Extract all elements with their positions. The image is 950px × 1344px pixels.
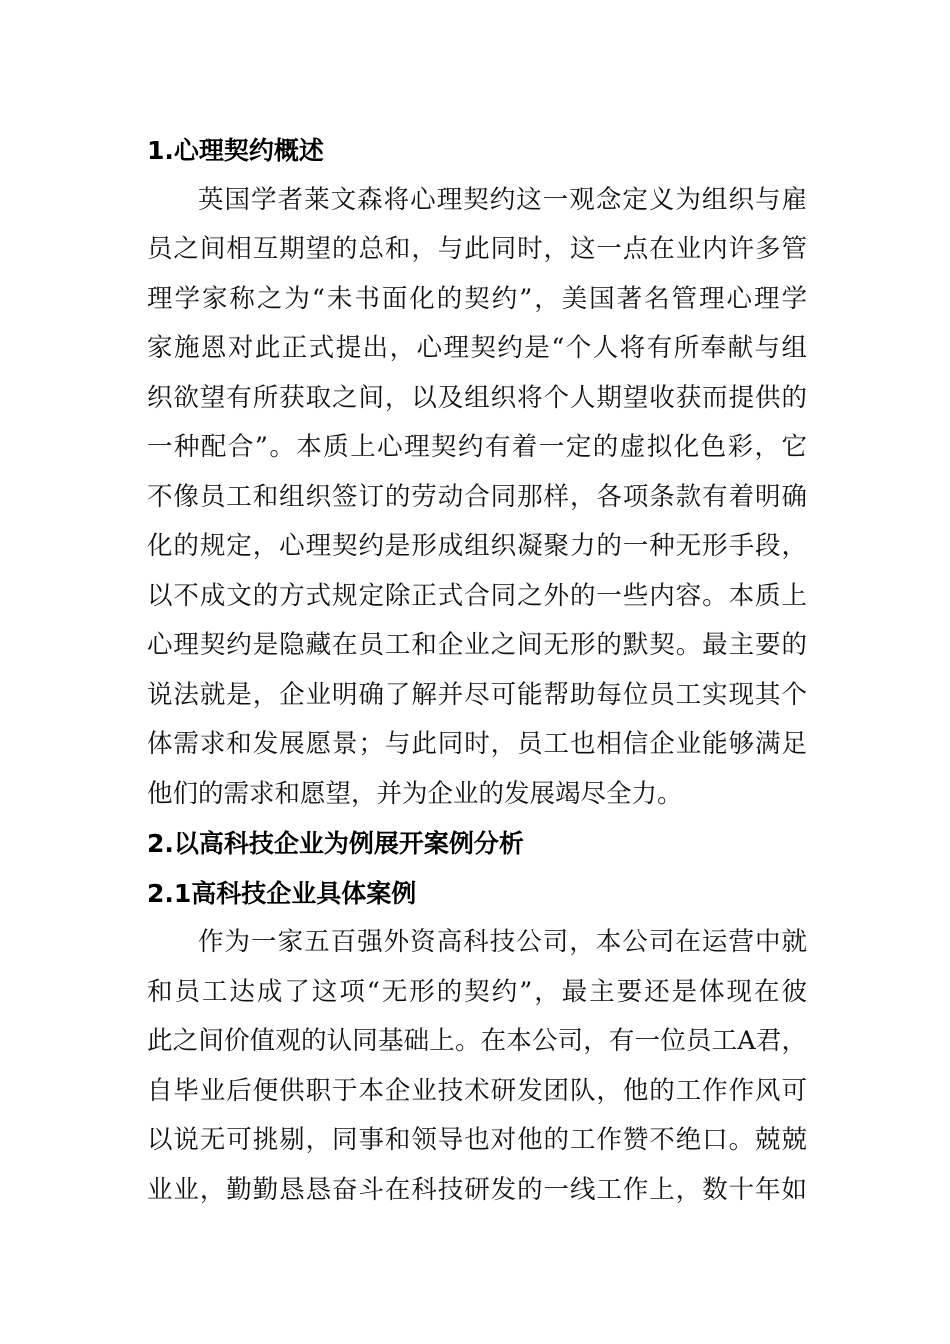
paragraph-line: 员之间相互期望的总和，与此同时，这一点在业内许多管 [147, 234, 807, 264]
paragraph-line: 以不成文的方式规定除正式合同之外的一些内容。本质上 [147, 580, 807, 611]
section-heading-2-1: 2.1高科技企业具体案例 [147, 878, 417, 908]
paragraph-line: 业业，勤勤恳恳奋斗在科技研发的一线工作上，数十年如 [147, 1174, 807, 1205]
paragraph-line: 以说无可挑剔，同事和领导也对他的工作赞不绝口。兢兢 [147, 1125, 807, 1155]
section-1-paragraph [147, 176, 807, 820]
paragraph-line: 此之间价值观的认同基础上。在本公司，有一位员工A君， [147, 1026, 807, 1056]
paragraph-line: 不像员工和组织签订的劳动合同那样，各项条款有着明确 [147, 481, 807, 512]
paragraph-line: 体需求和发展愿景；与此同时，员工也相信企业能够满足 [147, 729, 807, 759]
paragraph-line: 他们的需求和愿望，并为企业的发展竭尽全力。 [147, 778, 683, 809]
section-2-1-paragraph [147, 918, 807, 1215]
paragraph-line: 和员工达成了这项“无形的契约”，最主要还是体现在彼 [147, 976, 807, 1007]
section-heading-1: 1.心理契约概述 [147, 136, 324, 165]
paragraph-line: 理学家称之为“未书面化的契约”，美国著名管理心理学 [147, 283, 807, 314]
section-heading-2: 2.以高科技企业为例展开案例分析 [147, 829, 524, 858]
paragraph-line: 说法就是，企业明确了解并尽可能帮助每位员工实现其个 [147, 679, 807, 710]
paragraph-line: 家施恩对此正式提出，心理契约是“个人将有所奉献与组 [147, 333, 807, 363]
document-body [147, 126, 807, 1215]
paragraph-line: 一种配合”。本质上心理契约有着一定的虚拟化色彩，它 [147, 432, 807, 462]
paragraph-line: 作为一家五百强外资高科技公司，本公司在运营中就 [198, 927, 807, 957]
paragraph-line: 化的规定，心理契约是形成组织凝聚力的一种无形手段， [147, 531, 807, 561]
paragraph-line: 织欲望有所获取之间，以及组织将个人期望收获而提供的 [147, 382, 807, 413]
paragraph-line: 英国学者莱文森将心理契约这一观念定义为组织与雇 [198, 184, 807, 215]
paragraph-line: 自毕业后便供职于本企业技术研发团队，他的工作作风可 [147, 1075, 807, 1106]
paragraph-line: 心理契约是隐藏在员工和企业之间无形的默契。最主要的 [147, 630, 807, 660]
